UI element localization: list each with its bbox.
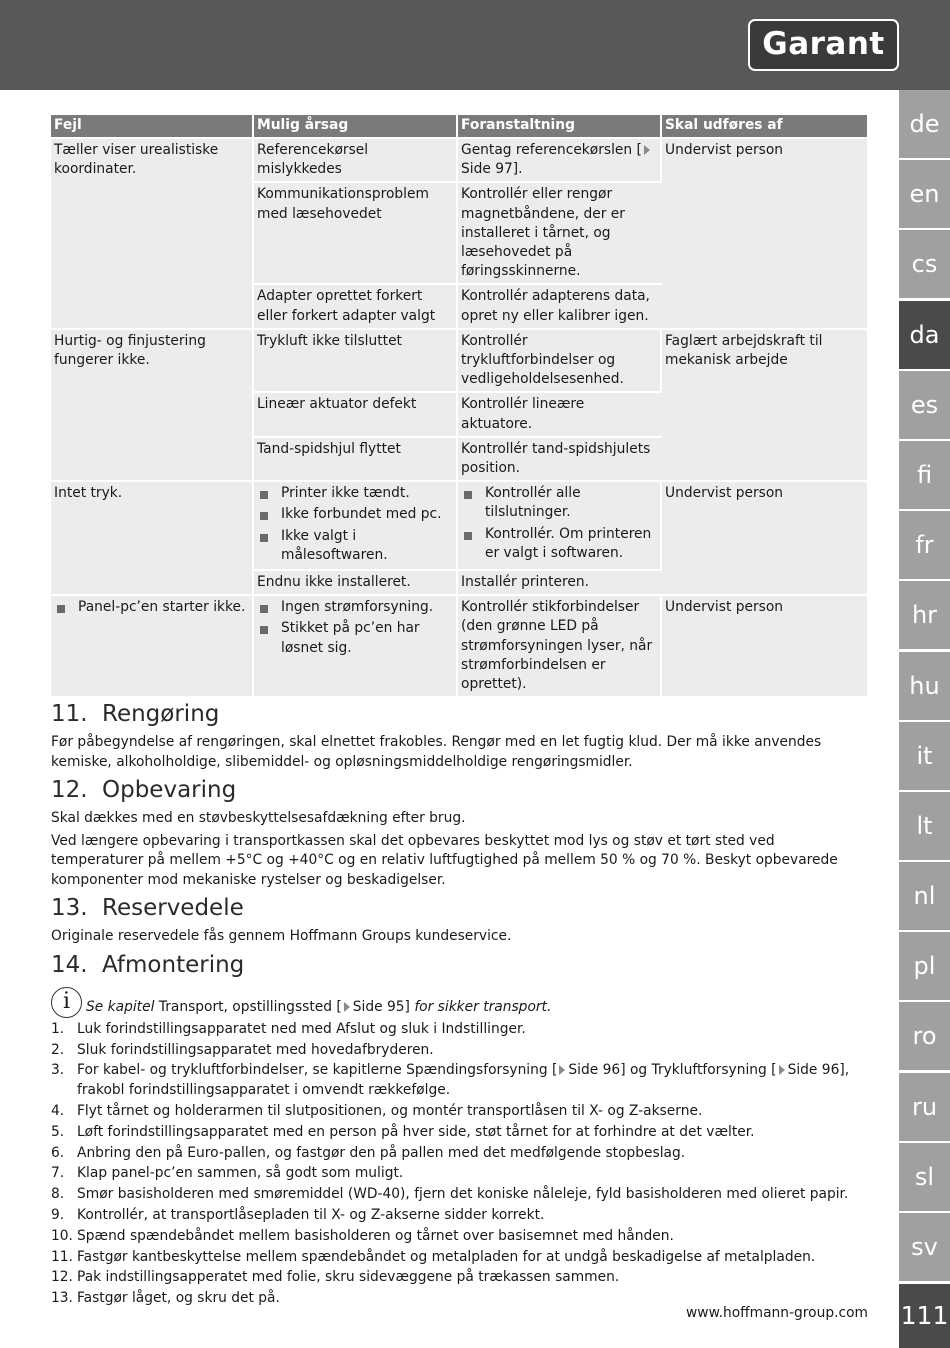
step-text: Luk forindstillingsapparatet ned med Afslut og sluk i Indstillinger. — [77, 1020, 526, 1037]
language-tab-es[interactable]: es — [899, 371, 950, 439]
page-reference-link[interactable]: Side 96] og Trykluftforsyning [ — [568, 1062, 777, 1079]
list-item — [51, 1248, 867, 1268]
language-tab-en[interactable]: en — [899, 160, 950, 228]
language-tab-fr[interactable]: fr — [899, 511, 950, 579]
list-item — [51, 1041, 867, 1061]
language-tabs — [899, 90, 950, 1283]
section-number: 11. — [51, 701, 88, 728]
page-content — [51, 115, 867, 1310]
step-text: Flyt tårnet og holderarmen til slutpositionen, og montér transportlåsen til X- og Z-akserne. — [77, 1102, 703, 1119]
page-reference-link[interactable]: Side 97]. — [461, 161, 523, 178]
language-tab-hu[interactable]: hu — [899, 652, 950, 720]
section-title: Rengøring — [102, 701, 220, 728]
table-header-row — [51, 115, 867, 137]
cause-cell: Kommunikationsproblem med læsehovedet — [254, 181, 458, 283]
language-tab-da[interactable]: da — [899, 301, 950, 369]
step-number: 6. — [51, 1144, 65, 1161]
dismantling-steps — [51, 1020, 867, 1309]
language-tab-de[interactable]: de — [899, 90, 950, 158]
language-tab-cs[interactable]: cs — [899, 230, 950, 298]
cause-list — [257, 598, 453, 658]
header-fault: Fejl — [51, 115, 254, 137]
step-number: 8. — [51, 1186, 65, 1203]
page-number: 111 — [899, 1284, 950, 1348]
cause-cell: Endnu ikke installeret. — [254, 569, 458, 594]
measure-text: Gentag referencekørslen [ — [461, 142, 642, 158]
language-tab-nl[interactable]: nl — [899, 862, 950, 930]
note-suffix: for sikker transport. — [414, 999, 552, 1016]
measure-cell — [458, 480, 662, 569]
measure-cell: Kontrollér eller rengør magnetbåndene, der er installeret i tårnet, og læsehovedet på føringsskinnerne. — [458, 181, 662, 283]
measure-cell: Kontrollér tand-spidshjulets position. — [458, 436, 662, 480]
header-performed-by: Skal udføres af — [662, 115, 867, 137]
cause-cell: Trykluft ikke tilsluttet — [254, 328, 458, 392]
step-text: Anbring den på Euro-pallen, og fastgør den på pallen med det medfølgende stopbeslag. — [77, 1144, 686, 1161]
page-reference-link[interactable]: Side 96], frakobl forindstillingsapparatet i omvendt rækkefølge. — [77, 1062, 850, 1099]
list-item: Printer ikke tændt. — [257, 484, 453, 503]
step-number: 1. — [51, 1020, 65, 1037]
section-title: Reservedele — [102, 895, 244, 922]
measure-list — [461, 484, 657, 563]
section-heading-13 — [51, 894, 867, 922]
step-number: 4. — [51, 1102, 65, 1119]
table-row — [51, 328, 867, 392]
storage-text-1: Skal dækkes med en støvbeskyttelsesafdækning efter brug. — [51, 810, 466, 827]
section-heading-11 — [51, 700, 867, 728]
language-tab-hr[interactable]: hr — [899, 581, 950, 649]
arrow-right-icon — [779, 1065, 785, 1075]
step-text: Fastgør kantbeskyttelse mellem spændebåndet og metalpladen for at undgå beskadigelse af metalpladen. — [77, 1248, 816, 1265]
language-tab-lt[interactable]: lt — [899, 792, 950, 860]
list-item — [51, 1185, 867, 1205]
cause-cell: Adapter oprettet forkert eller forkert adapter valgt — [254, 283, 458, 327]
language-tab-sl[interactable]: sl — [899, 1143, 950, 1211]
step-number: 12. — [51, 1269, 73, 1286]
performed-by-cell: Undervist person — [662, 594, 867, 696]
list-item — [51, 1061, 867, 1101]
cause-cell: Referencekørsel mislykkedes — [254, 137, 458, 181]
list-item: Ingen strømforsyning. — [257, 598, 453, 617]
info-icon: i — [51, 987, 82, 1018]
header-cause: Mulig årsag — [254, 115, 458, 137]
list-item — [51, 1144, 867, 1164]
section-number: 12. — [51, 777, 88, 804]
note-chapter: Transport, opstillingssted [ — [158, 999, 342, 1016]
note-prefix: Se kapitel — [86, 999, 155, 1016]
table-row — [51, 594, 867, 696]
garant-logo: Garant — [748, 19, 899, 71]
footer-url[interactable]: www.hoffmann-group.com — [686, 1305, 868, 1321]
step-text: Sluk forindstillingsapparatet med hovedafbryderen. — [77, 1041, 434, 1058]
language-tab-sv[interactable]: sv — [899, 1213, 950, 1281]
fault-cell: Tæller viser urealistiske koordinater. — [51, 137, 254, 328]
measure-cell: Kontrollér adapterens data, opret ny eller kalibrer igen. — [458, 283, 662, 327]
section-number: 13. — [51, 895, 88, 922]
fault-cell: Hurtig- og finjustering fungerer ikke. — [51, 328, 254, 480]
measure-cell — [458, 137, 662, 181]
language-tab-ro[interactable]: ro — [899, 1002, 950, 1070]
step-number: 13. — [51, 1290, 73, 1307]
cause-cell: Tand-spidshjul flyttet — [254, 436, 458, 480]
cause-cell — [254, 594, 458, 696]
table-row — [51, 137, 867, 181]
header-measure: Foranstaltning — [458, 115, 662, 137]
step-number: 11. — [51, 1248, 73, 1265]
language-tab-it[interactable]: it — [899, 722, 950, 790]
list-item: Kontrollér alle tilslutninger. — [461, 484, 657, 522]
arrow-right-icon — [344, 1002, 350, 1012]
section-heading-14 — [51, 951, 867, 979]
page-reference-link[interactable]: Side 95] — [352, 999, 410, 1016]
performed-by-cell: Undervist person — [662, 480, 867, 594]
cleaning-text: Før påbegyndelse af rengøringen, skal elnettet frakobles. Rengør med en let fugtig klud. Der må ikke anvendes kemiske, alkoholholdige, slibemiddel- og opløsningsmiddelholdige rengøringsmidler. — [51, 734, 822, 770]
measure-cell: Kontrollér lineære aktuatore. — [458, 391, 662, 435]
storage-text-2: Ved længere opbevaring i transportkassen skal det opbevares beskyttet mod lys og støv et tørt sted ved temperaturer på mellem +5°C og +40°C og en relativ luftfugtighed på mellem 50 % og 70 %. Beskyt opbevarede komponenter mod mekaniske rystelser og beskadigelser. — [51, 832, 838, 888]
list-item — [51, 1227, 867, 1247]
cause-cell — [254, 480, 458, 569]
step-text: Pak indstillingsapperatet med folie, skru sidevæggene på trækassen sammen. — [77, 1269, 620, 1286]
measure-cell: Kontrollér stikforbindelser (den grønne LED på strømforsyningen lyser, når strømforbindelsen er oprettet). — [458, 594, 662, 696]
step-text: Fastgør låget, og skru det på. — [77, 1290, 280, 1307]
language-tab-pl[interactable]: pl — [899, 932, 950, 1000]
list-item — [51, 1164, 867, 1184]
list-item — [51, 1020, 867, 1040]
step-text: Løft forindstillingsapparatet med en person på hver side, støt tårnet for at forhindre at det vælter. — [77, 1123, 755, 1140]
info-note — [51, 987, 867, 1018]
list-item — [51, 1102, 867, 1122]
list-item: Ikke forbundet med pc. — [257, 505, 453, 524]
measure-cell: Kontrollér trykluftforbindelser og vedligeholdelsesenhed. — [458, 328, 662, 392]
section-number: 14. — [51, 951, 88, 978]
note-text — [86, 998, 551, 1018]
cause-cell: Lineær aktuator defekt — [254, 391, 458, 435]
list-item — [51, 1268, 867, 1288]
fault-list — [54, 598, 249, 617]
step-number: 2. — [51, 1041, 65, 1058]
performed-by-cell: Faglært arbejdskraft til mekanisk arbejde — [662, 328, 867, 480]
arrow-right-icon — [559, 1065, 565, 1075]
step-text: Klap panel-pc’en sammen, så godt som muligt. — [77, 1165, 404, 1182]
cause-list — [257, 484, 453, 565]
step-text: Spænd spændebåndet mellem basisholderen og tårnet over basisemnet med hånden. — [77, 1227, 674, 1244]
list-item: Kontrollér. Om printeren er valgt i softwaren. — [461, 525, 657, 563]
list-item: Ikke valgt i målesoftwaren. — [257, 527, 453, 565]
list-item: Panel-pc’en starter ikke. — [54, 598, 249, 617]
section-heading-12 — [51, 776, 867, 804]
fault-table — [51, 115, 867, 696]
step-text: For kabel- og trykluftforbindelser, se kapitlerne Spændingsforsyning [ — [77, 1062, 558, 1079]
table-row — [51, 480, 867, 569]
step-number: 3. — [51, 1062, 65, 1079]
fault-cell — [51, 594, 254, 696]
step-text: Smør basisholderen med smøremiddel (WD-40), fjern det koniske nåleleje, fyld basisholderen med olieret papir. — [77, 1186, 849, 1203]
section-title: Afmontering — [102, 951, 245, 978]
step-number: 10. — [51, 1227, 73, 1244]
arrow-right-icon — [644, 145, 650, 155]
language-tab-fi[interactable]: fi — [899, 441, 950, 509]
performed-by-cell: Undervist person — [662, 137, 867, 328]
fault-cell: Intet tryk. — [51, 480, 254, 594]
step-number: 7. — [51, 1165, 65, 1182]
step-number: 9. — [51, 1206, 65, 1223]
step-number: 5. — [51, 1123, 65, 1140]
list-item — [51, 1123, 867, 1143]
measure-cell: Installér printeren. — [458, 569, 662, 594]
spare-parts-text: Originale reservedele fås gennem Hoffmann Groups kundeservice. — [51, 928, 512, 945]
language-tab-ru[interactable]: ru — [899, 1073, 950, 1141]
section-title: Opbevaring — [102, 777, 237, 804]
step-text: Kontrollér, at transportlåsepladen til X- og Z-akserne sidder korrekt. — [77, 1206, 545, 1223]
list-item — [51, 1206, 867, 1226]
list-item: Stikket på pc’en har løsnet sig. — [257, 619, 453, 657]
